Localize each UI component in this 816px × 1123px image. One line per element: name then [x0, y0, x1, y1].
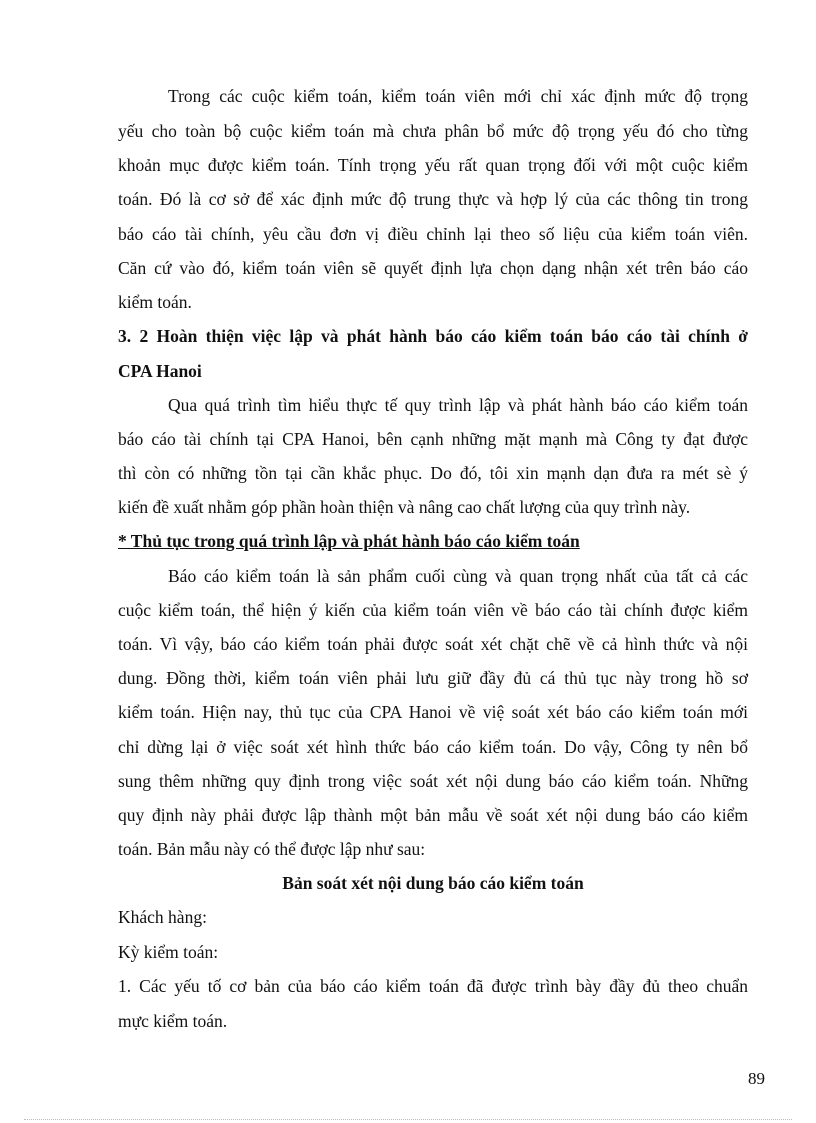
paragraph-3-line-9: toán. Bản mẫu này có thể được lập như sau: [118, 839, 426, 859]
section-heading-line-1: 3. 2 Hoàn thiện việc lập và phát hành báo cáo kiểm toán báo cáo tài chính ở [118, 326, 748, 346]
paragraph-2-line-3: thì còn có những tồn tại cần khắc phục. Do đó, tôi xin mạnh dạn đưa ra mét sè ý [118, 463, 748, 483]
form-title: Bản soát xét nội dung báo cáo kiểm toán [282, 873, 584, 893]
item-1-line-2: mực kiểm toán. [118, 1011, 228, 1031]
paragraph-3-line-3: toán. Vì vậy, báo cáo kiểm toán phải được soát xét chặt chẽ về cả hình thức và nội [118, 634, 748, 654]
page-number: 89 [748, 1069, 765, 1088]
paragraph-3-line-4: dung. Đồng thời, kiểm toán viên phải lưu giữ đầy đủ cá thủ tục này trong hồ sơ [118, 668, 748, 688]
client-field-label: Khách hàng: [118, 907, 207, 927]
paragraph-1-line-3: khoản mục được kiểm toán. Tính trọng yếu rất quan trọng đối với một cuộc kiểm [118, 155, 748, 175]
paragraph-2-line-2: báo cáo tài chính tại CPA Hanoi, bên cạnh những mặt mạnh mà Công ty đạt được [118, 429, 748, 449]
paragraph-3-line-5: kiểm toán. Hiện nay, thủ tục của CPA Hanoi về việ soát xét báo cáo kiểm toán mới [118, 702, 748, 722]
audit-period-field-label: Kỳ kiểm toán: [118, 942, 219, 962]
footer-divider [24, 1119, 792, 1120]
paragraph-3-line-7: sung thêm những quy định trong việc soát xét nội dung báo cáo kiểm toán. Những [118, 771, 748, 791]
item-1-line-1: 1. Các yếu tố cơ bản của báo cáo kiểm toán đã được trình bày đầy đủ theo chuẩn [118, 976, 748, 996]
section-heading-line-2: CPA Hanoi [118, 361, 202, 381]
paragraph-3-line-1: Báo cáo kiểm toán là sản phẩm cuối cùng và quan trọng nhất của tất cả các [168, 566, 748, 586]
paragraph-2-line-4: kiến đề xuất nhằm góp phần hoàn thiện và nâng cao chất lượng của quy trình này. [118, 497, 691, 517]
paragraph-1-line-1: Trong các cuộc kiểm toán, kiểm toán viên mới chỉ xác định mức độ trọng [168, 86, 748, 106]
paragraph-1-line-4: toán. Đó là cơ sở để xác định mức độ trung thực và hợp lý của các thông tin trong [118, 189, 748, 209]
paragraph-3-line-6: chỉ dừng lại ở việc soát xét hình thức báo cáo kiểm toán. Do vậy, Công ty nên bổ [118, 737, 748, 757]
paragraph-1-line-2: yếu cho toàn bộ cuộc kiểm toán mà chưa phân bổ mức độ trọng yếu đó cho từng [118, 121, 748, 141]
procedure-subheading: * Thủ tục trong quá trình lập và phát hành báo cáo kiểm toán [118, 531, 580, 551]
paragraph-3-line-8: quy định này phải được lập thành một bản mẫu về soát xét nội dung báo cáo kiểm [118, 805, 748, 825]
paragraph-2-line-1: Qua quá trình tìm hiểu thực tế quy trình lập và phát hành báo cáo kiểm toán [168, 395, 748, 415]
paragraph-1-line-7: kiểm toán. [118, 292, 192, 312]
paragraph-3-line-2: cuộc kiểm toán, thể hiện ý kiến của kiểm toán viên về báo cáo tài chính được kiểm [118, 600, 748, 620]
paragraph-1-line-5: báo cáo tài chính, yêu cầu đơn vị điều chỉnh lại theo số liệu của kiểm toán viên. [118, 224, 748, 244]
paragraph-1-line-6: Căn cứ vào đó, kiểm toán viên sẽ quyết định lựa chọn dạng nhận xét trên báo cáo [118, 258, 748, 278]
